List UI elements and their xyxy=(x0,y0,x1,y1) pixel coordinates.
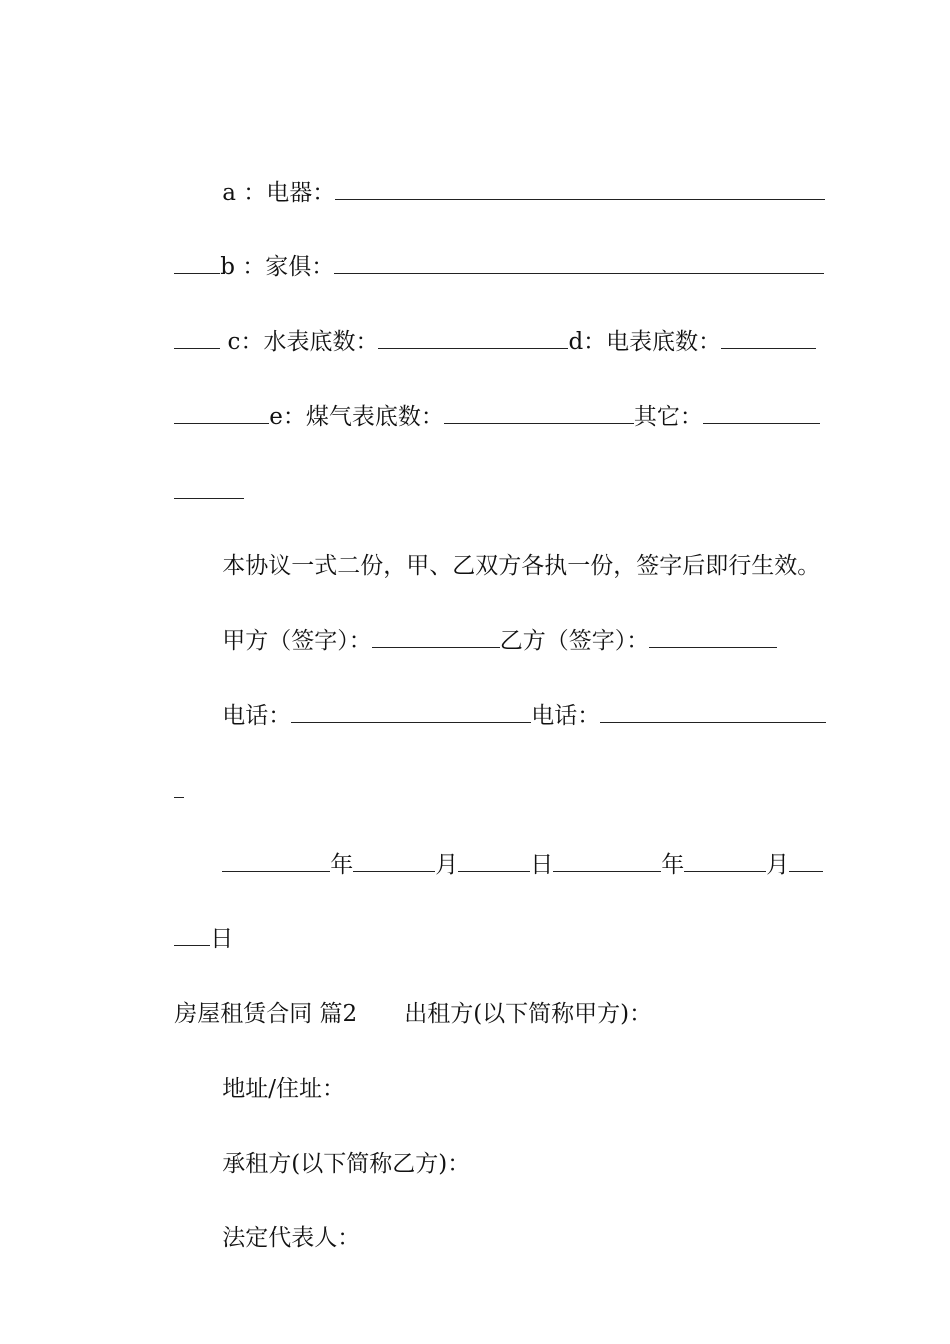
item-c-d-line xyxy=(145,282,810,355)
party-b-month-label: 月 xyxy=(766,852,790,878)
party-b-day-blank-continued xyxy=(174,923,210,946)
party-a-month-label: 月 xyxy=(435,852,459,878)
phone-continued-line xyxy=(145,731,810,771)
party-a-day-blank xyxy=(458,849,530,872)
item-c-blank xyxy=(378,326,568,349)
item-b-blank-continued xyxy=(174,326,220,349)
party-b-year-blank xyxy=(553,849,661,872)
item-other-continued-line xyxy=(145,432,810,472)
item-other-blank xyxy=(703,401,820,424)
item-e-blank xyxy=(444,401,634,424)
item-e-label: e：煤气表底数： xyxy=(269,404,444,430)
item-other-label: 其它： xyxy=(633,404,703,430)
contract2-heading-line xyxy=(145,954,810,1027)
address-label: 地址/住址： xyxy=(222,1076,345,1102)
item-d-label: d：电表底数： xyxy=(568,329,722,355)
agreement-copies-paragraph xyxy=(193,506,821,579)
signature-line xyxy=(193,581,810,654)
item-a-line xyxy=(193,133,810,206)
item-a-label: a ：电器： xyxy=(222,180,336,206)
date-continued-line xyxy=(145,879,810,952)
item-other-blank-continued xyxy=(174,476,244,499)
party-a-day-label: 日 xyxy=(530,852,554,878)
party-b-signature-label: 乙方（签字）： xyxy=(499,628,650,654)
item-c-label: c：水表底数： xyxy=(220,329,379,355)
item-d-blank-continued xyxy=(174,401,269,424)
item-a-blank xyxy=(335,177,825,200)
date-line xyxy=(193,805,810,878)
lessee-line xyxy=(193,1104,810,1177)
item-a-blank-continued xyxy=(174,251,220,274)
legal-rep-line xyxy=(193,1178,810,1251)
item-b-blank xyxy=(334,251,824,274)
party-a-month-blank xyxy=(353,849,435,872)
party-a-year-blank xyxy=(222,849,330,872)
item-b-label: b ：家俱： xyxy=(220,254,335,280)
item-d-blank xyxy=(721,326,816,349)
party-a-signature-blank xyxy=(372,625,500,648)
party-a-phone-blank xyxy=(291,700,531,723)
lessee-label: 承租方(以下简称乙方)： xyxy=(222,1151,471,1177)
address-line xyxy=(193,1029,810,1102)
item-e-other-line xyxy=(145,357,810,430)
party-b-day-label: 日 xyxy=(210,926,234,952)
party-b-month-blank xyxy=(684,849,766,872)
lessor-label: 出租方(以下简称甲方)： xyxy=(404,1001,653,1027)
agreement-copies-text: 本协议一式二份，甲、乙双方各执一份，签字后即行生效。 xyxy=(222,553,821,579)
party-a-signature-label: 甲方（签字）： xyxy=(222,628,372,654)
contract2-title: 房屋租赁合同 篇2 xyxy=(174,1001,358,1027)
item-b-line xyxy=(145,207,810,280)
party-b-phone-blank xyxy=(600,700,826,723)
party-b-phone-blank-continued xyxy=(174,775,184,798)
party-b-day-blank xyxy=(789,849,823,872)
party-b-signature-blank xyxy=(649,625,777,648)
party-a-year-label: 年 xyxy=(330,852,354,878)
phone-line xyxy=(193,656,810,729)
party-a-phone-label: 电话： xyxy=(222,703,292,729)
party-b-phone-label: 电话： xyxy=(531,703,601,729)
legal-rep-label: 法定代表人： xyxy=(222,1225,361,1251)
party-b-year-label: 年 xyxy=(661,852,685,878)
